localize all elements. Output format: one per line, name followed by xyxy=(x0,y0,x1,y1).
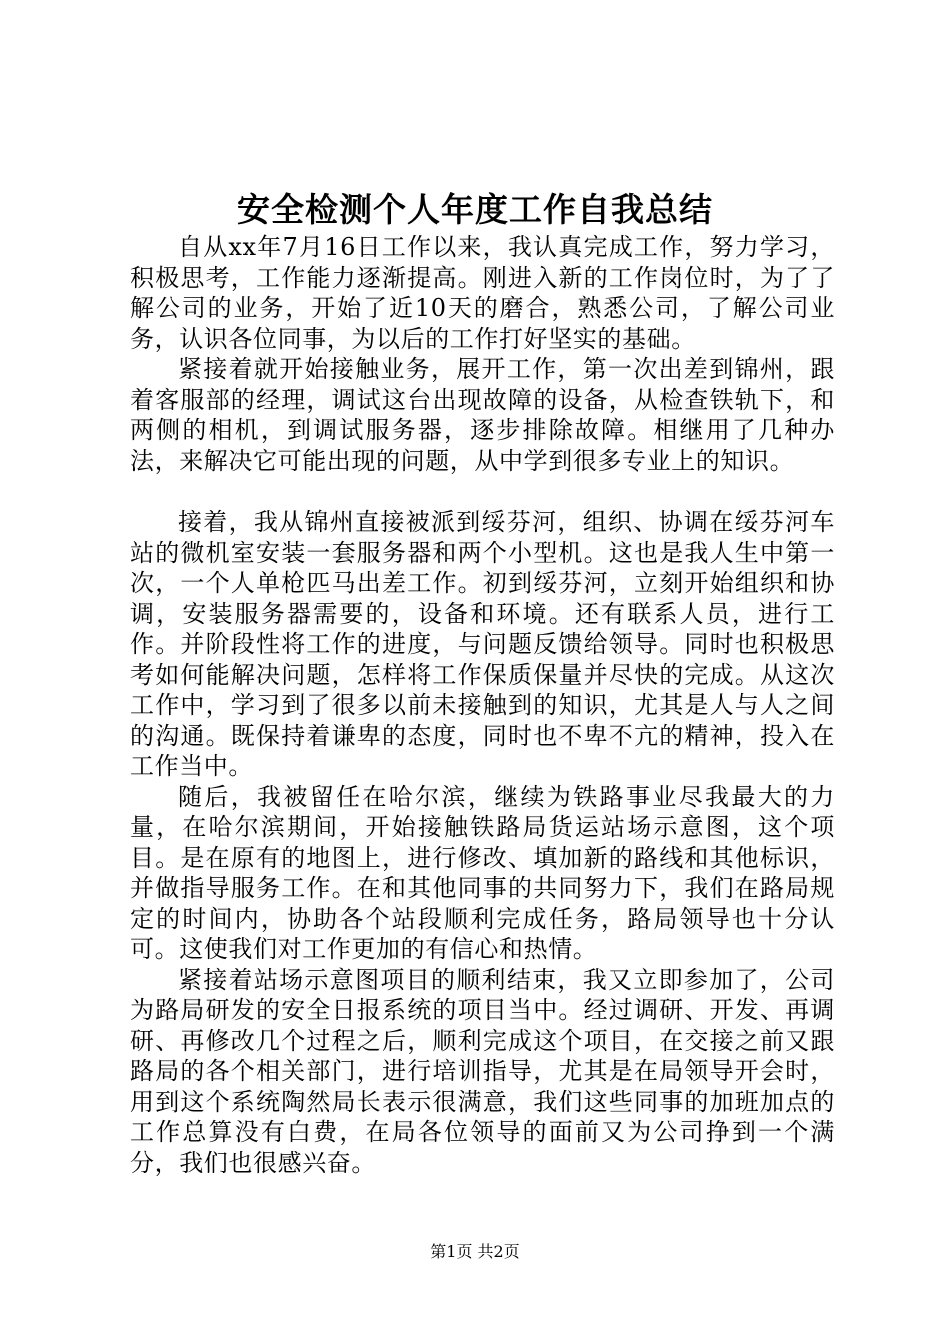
page-footer: 第1页 共2页 xyxy=(430,1242,520,1261)
paragraph: 接着，我从锦州直接被派到绥芬河，组织、协调在绥芬河车站的微机室安装一套服务器和两个小型机。这也是我人生中第一次，一个人单枪匹马出差工作。初到绥芬河，立刻开始组织和协调，安装服务器需要的，设备和环境。还有联系人员，进行工作。并阶段性将工作的进度，与问题反馈给领导。同时也积极思考如何能解决问题，怎样将工作保质保量并尽快的完成。从这次工作中，学习到了很多以前未接触到的知识，尤其是人与人之间的沟通。既保持着谦卑的态度，同时也不卑不亢的精神，投入在工作当中。 xyxy=(130,508,835,780)
paragraph: 紧接着就开始接触业务，展开工作，第一次出差到锦州，跟着客服部的经理，调试这台出现故障的设备，从检查铁轨下，和两侧的相机，到调试服务器，逐步排除故障。相继用了几种办法，来解决它可能出现的问题，从中学到很多专业上的知识。 xyxy=(130,355,835,475)
paragraph: 自从xx年7月16日工作以来，我认真完成工作，努力学习，积极思考，工作能力逐渐提高。刚进入新的工作岗位时，为了了解公司的业务，开始了近10天的磨合，熟悉公司，了解公司业务，认识各位同事，为以后的工作打好坚实的基础。 xyxy=(130,233,835,353)
document-body xyxy=(130,232,835,1178)
document-title: 安全检测个人年度工作自我总结 xyxy=(237,190,713,229)
paragraph: 紧接着站场示意图项目的顺利结束，我又立即参加了，公司为路局研发的安全日报系统的项目当中。经过调研、开发、再调研、再修改几个过程之后，顺利完成这个项目，在交接之前又跟路局的各个相关部门，进行培训指导，尤其是在局领导开会时，用到这个系统陶然局长表示很满意，我们这些同事的加班加点的工作总算没有白费，在局各位领导的面前又为公司挣到一个满分，我们也很感兴奋。 xyxy=(130,965,835,1177)
paragraph: 随后，我被留任在哈尔滨，继续为铁路事业尽我最大的力量，在哈尔滨期间，开始接触铁路局货运站场示意图，这个项目。是在原有的地图上，进行修改、填加新的路线和其他标识，并做指导服务工作。在和其他同事的共同努力下，我们在路局规定的时间内，协助各个站段顺利完成任务，路局领导也十分认可。这使我们对工作更加的有信心和热情。 xyxy=(130,782,835,963)
